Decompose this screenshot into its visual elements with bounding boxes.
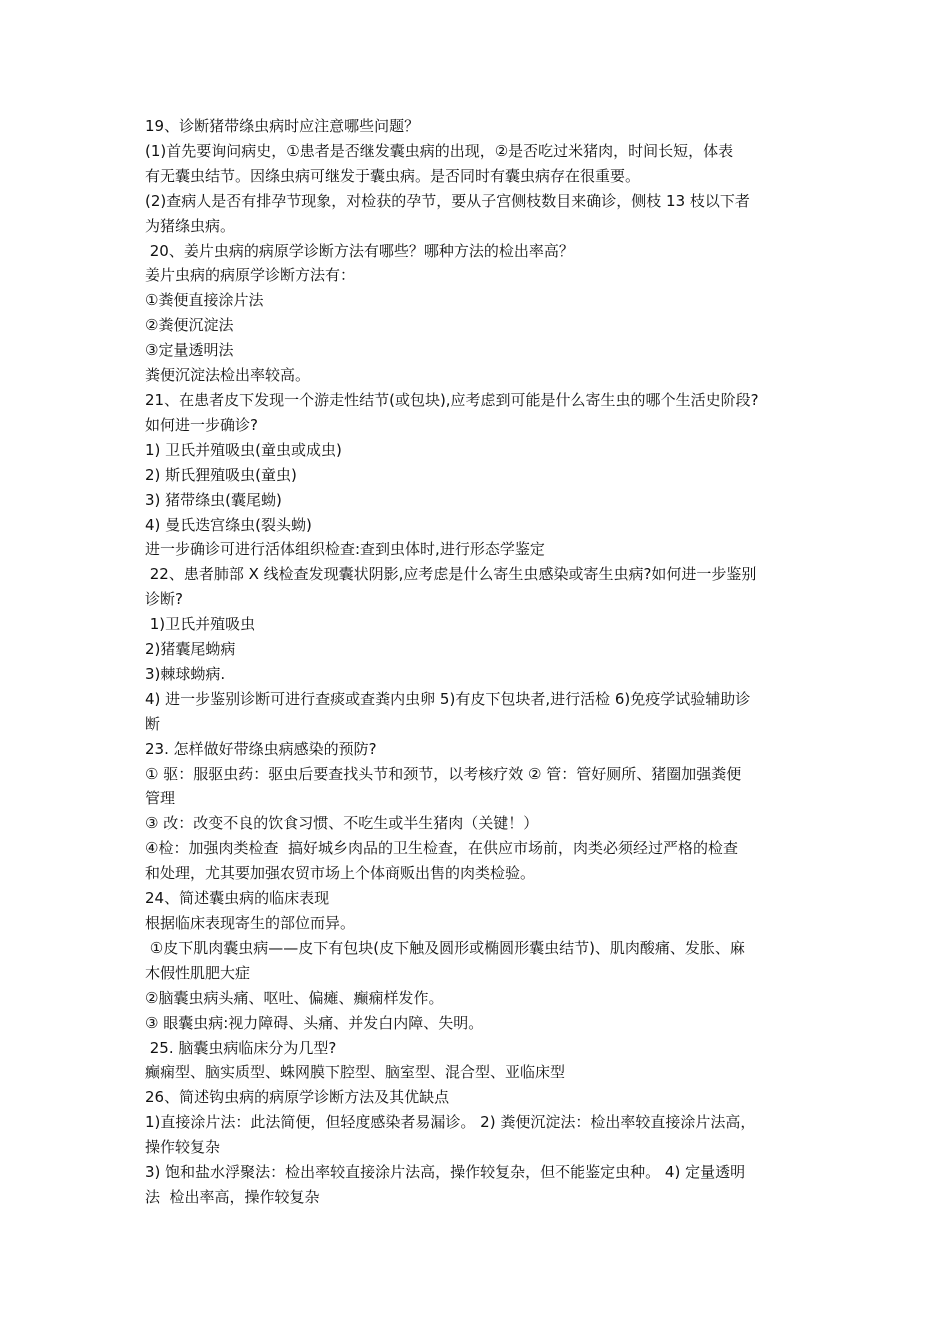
list-item: ②粪便沉淀法 [145, 316, 234, 335]
text-line: 1)直接涂片法：此法简便，但轻度感染者易漏诊。 2) 粪便沉淀法：检出率较直接涂片法高， [145, 1113, 756, 1132]
question-26-title: 26、简述钩虫病的病原学诊断方法及其优缺点 [145, 1088, 450, 1107]
text-line: 断 [145, 714, 161, 733]
text-line: 3) 饱和盐水浮聚法：检出率较直接涂片法高，操作较复杂，但不能鉴定虫种。 4) 定量透明 [145, 1163, 746, 1182]
list-item: 2)猪囊尾蚴病 [145, 640, 236, 659]
text-line: ④检：加强肉类检查 搞好城乡肉品的卫生检查，在供应市场前，肉类必须经过严格的检查 [145, 839, 738, 858]
text-line: 有无囊虫结节。因绦虫病可继发于囊虫病。是否同时有囊虫病存在很重要。 [145, 166, 641, 185]
text-line: ②脑囊虫病头痛、呕吐、偏瘫、癫痫样发作。 [145, 988, 444, 1007]
document-body [145, 114, 817, 1210]
text-line: 操作较复杂 [145, 1138, 221, 1157]
question-22-title: 22、患者肺部 X 线检查发现囊状阴影,应考虑是什么寄生虫感染或寄生虫病?如何进一步鉴别 [145, 565, 757, 584]
list-item: 2) 斯氏狸殖吸虫(童虫) [145, 465, 297, 484]
question-20-title: 20、姜片虫病的病原学诊断方法有哪些？哪种方法的检出率高？ [145, 241, 574, 260]
list-item: 1)卫氏并殖吸虫 [145, 615, 256, 634]
text-line: 和处理，尤其要加强农贸市场上个体商贩出售的肉类检验。 [145, 864, 536, 883]
text-line: 如何进一步确诊? [145, 415, 258, 434]
text-line: 法 检出率高，操作较复杂 [145, 1187, 320, 1206]
question-24-title: 24、简述囊虫病的临床表现 [145, 889, 330, 908]
text-line: ①皮下肌肉囊虫病——皮下有包块(皮下触及圆形或椭圆形囊虫结节)、肌肉酸痛、发胀、麻 [145, 938, 745, 957]
question-19-title: 19、诊断猪带绦虫病时应注意哪些问题？ [145, 117, 420, 135]
text-line: ③ 改：改变不良的饮食习惯、不吃生或半生猪肉（关键！） [145, 814, 539, 833]
list-item: ③定量透明法 [145, 341, 234, 360]
text-line: 木假性肌肥大症 [145, 963, 251, 982]
text-line: 根据临床表现寄生的部位而异。 [145, 914, 356, 932]
text-line: (1)首先要询问病史，①患者是否继发囊虫病的出现，②是否吃过米猪肉，时间长短，体表 [145, 141, 734, 160]
text-line: 管理 [145, 789, 176, 808]
list-item: 1) 卫氏并殖吸虫(童虫或成虫) [145, 440, 342, 459]
list-item: 3) 猪带绦虫(囊尾蚴) [145, 490, 282, 509]
question-25-title: 25. 脑囊虫病临床分为几型? [145, 1038, 337, 1057]
text-line: ③ 眼囊虫病:视力障碍、头痛、并发白内障、失明。 [145, 1013, 484, 1032]
text-line: 进一步确诊可进行活体组织检查:查到虫体时,进行形态学鉴定 [145, 540, 545, 559]
text-line: 癫痫型、脑实质型、蛛网膜下腔型、脑室型、混合型、亚临床型 [145, 1063, 566, 1082]
list-item: ①粪便直接涂片法 [145, 291, 264, 310]
question-21-title: 21、在患者皮下发现一个游走性结节(或包块),应考虑到可能是什么寄生虫的哪个生活史阶段? [145, 390, 759, 409]
text-line: 诊断? [145, 590, 183, 609]
question-23-title: 23. 怎样做好带绦虫病感染的预防? [145, 739, 377, 758]
text-line: 为猪绦虫病。 [145, 216, 236, 235]
list-item: 4) 曼氏迭宫绦虫(裂头蚴) [145, 515, 312, 534]
list-item: 3)棘球蚴病. [145, 664, 226, 683]
text-line: ① 驱：服驱虫药：驱虫后要查找头节和颈节，以考核疗效 ② 管：管好厕所、猪圈加强粪便 [145, 764, 742, 783]
text-line: (2)查病人是否有排孕节现象，对检获的孕节，要从子宫侧枝数目来确诊，侧枝 13 枝以下者 [145, 191, 750, 210]
text-line: 姜片虫病的病原学诊断方法有： [145, 266, 356, 285]
list-item: 4) 进一步鉴别诊断可进行查痰或查粪内虫卵 5)有皮下包块者,进行活检 6)免疫学试验辅助诊 [145, 689, 751, 708]
text-line: 粪便沉淀法检出率较高。 [145, 366, 311, 385]
